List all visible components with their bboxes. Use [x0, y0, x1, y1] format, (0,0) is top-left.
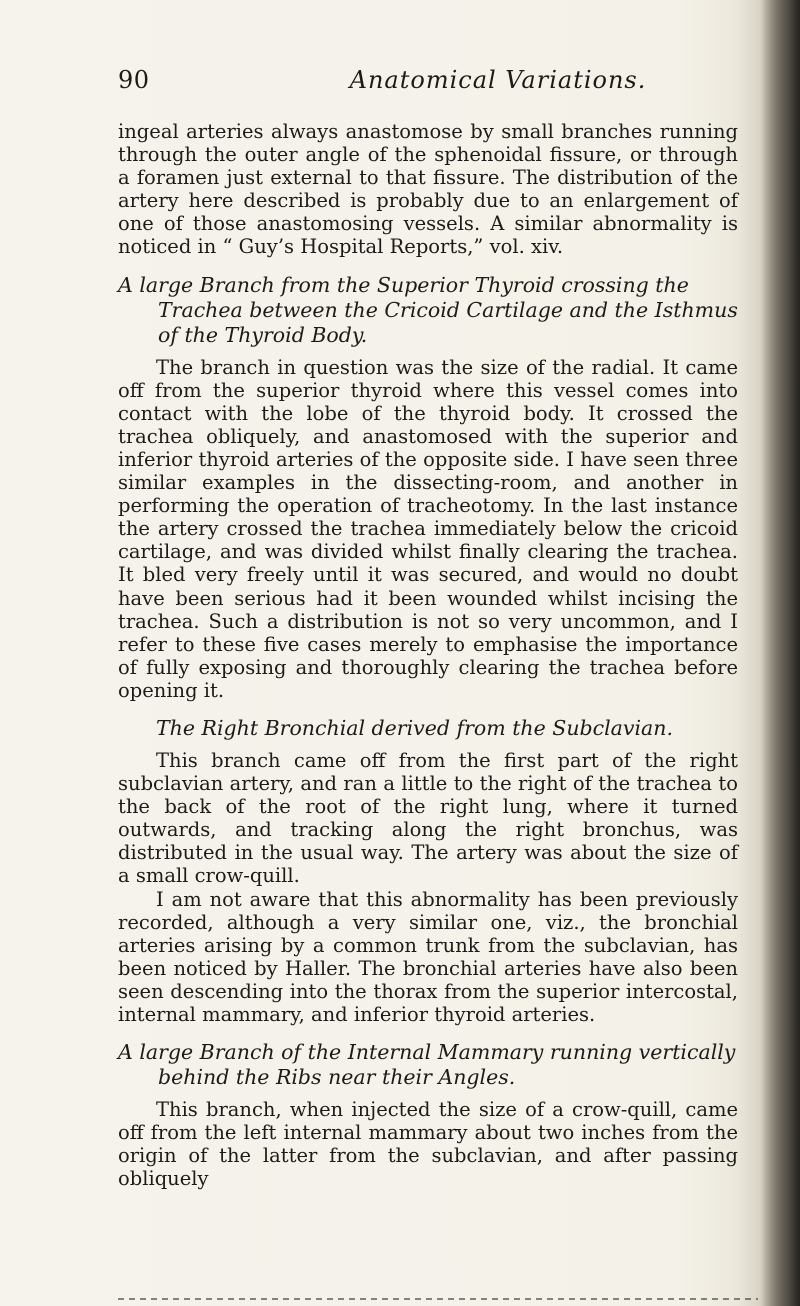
paragraph-superior-thyroid: The branch in question was the size of the radial. It came off from the superior thyroid where this vessel comes into contact with the lobe of the thyroid body. It crossed the trachea obliquely, and anastomosed with the superior and inferior thyroid arteries of the opposite side. I have seen three similar examples in the dissecting-room, and another in performing the operation of tracheotomy. In the last instance the artery crossed the trachea immediately below the cricoid cartilage, and was divided whilst finally clearing the trachea. It bled very freely until it was secured, and would no doubt have been serious had it been wounded whilst incising the trachea. Such a distribution is not so very uncommon, and I refer to these five cases merely to emphasise the importance of fully exposing and thoroughly clearing the trachea before opening it. [118, 355, 738, 702]
paragraph-right-bronchial: This branch came off from the first part of the right subclavian artery, and ran a little to the right of the trachea to the back of the root of the right lung, where it turned outwards, and tracking along the right bronchus, was distributed in the usual way. The artery was about the size of a small crow-quill. [118, 748, 738, 888]
page-body [118, 120, 738, 1190]
section-heading-right-bronchial: The Right Bronchial derived from the Subclavian. [156, 715, 673, 740]
section-heading-superior-thyroid: A large Branch from the Superior Thyroid crossing the Trachea between the Cricoid Cartilage and the Isthmus of the Thyroid Body. [118, 272, 738, 347]
book-spine-shadow [762, 0, 800, 1306]
paragraph-internal-mammary: This branch, when injected the size of a crow-quill, came off from the left internal mammary about two inches from the origin of the latter from the subclavian, and after passing obliquely [118, 1098, 738, 1191]
section-heading-internal-mammary: A large Branch of the Internal Mammary running vertically behind the Ribs near their Angles. [118, 1040, 736, 1090]
page-header [118, 66, 736, 106]
paragraph-continued: ingeal arteries always anastomose by small branches running through the outer angle of the sphenoidal fissure, or through a foramen just external to that fissure. The distribution of the artery here described is probably due to an enlargement of one of those anastomosing vessels. A similar abnormality is noticed in “ Guy’s Hospital Reports,” vol. xiv. [118, 120, 738, 259]
running-title: Anatomical Variations. [349, 66, 647, 94]
paragraph-bronchial-previous: I am not aware that this abnormality has been previously recorded, although a very similar one, viz., the bronchial arteries arising by a common trunk from the subclavian, has been noticed by Haller. The bronchial arteries have also been seen descending into the thorax from the superior intercostal, internal mammary, and inferior thyroid arteries. [118, 887, 738, 1026]
page-number: 90 [118, 66, 150, 94]
page-bottom-edge [118, 1298, 758, 1300]
